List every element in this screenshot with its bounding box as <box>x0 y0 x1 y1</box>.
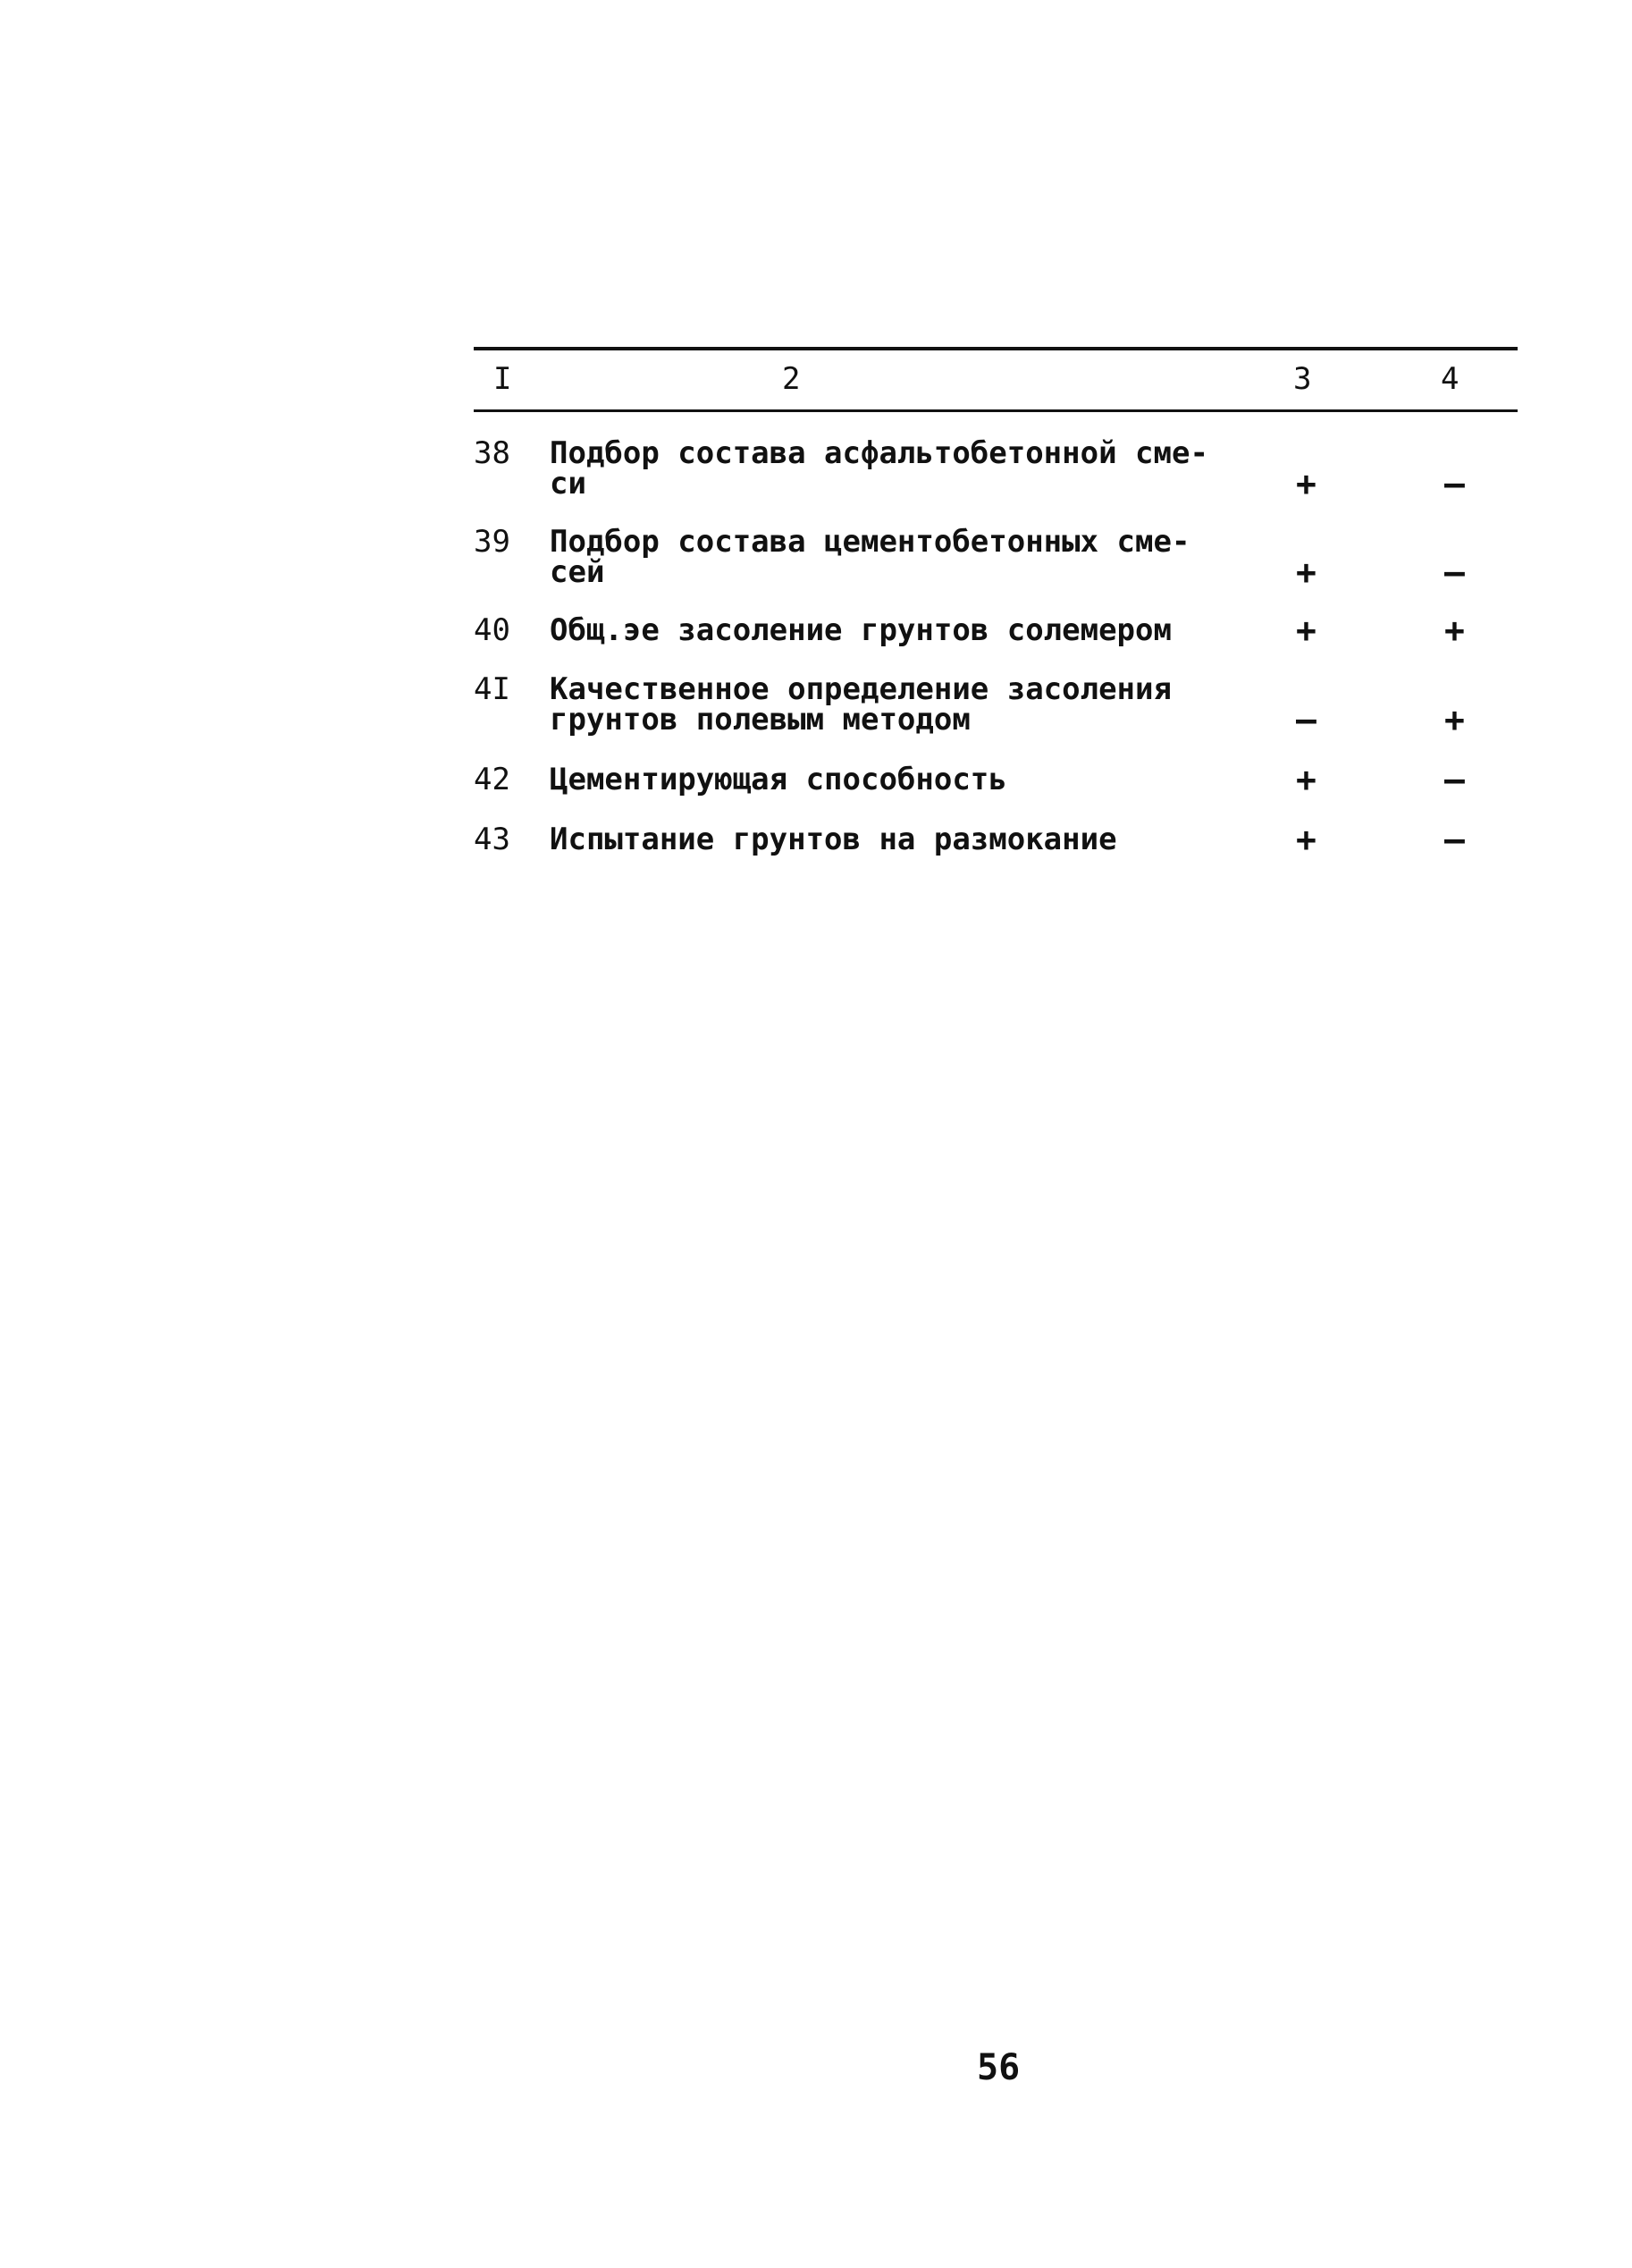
row-col4-mark: – <box>1444 552 1465 592</box>
row-number: 4I <box>474 671 510 707</box>
row-number: 43 <box>474 822 510 857</box>
row-description: Цементирующая способность <box>550 762 1007 797</box>
row-number: 42 <box>474 762 510 797</box>
row-number: 39 <box>474 524 510 560</box>
row-description: Качественное определение засоления грунтов полевым методом <box>550 671 1172 738</box>
row-col3-mark: + <box>1296 611 1317 650</box>
row-number: 38 <box>474 435 510 471</box>
row-col3-mark: + <box>1296 552 1317 592</box>
row-col4-mark: – <box>1444 820 1465 859</box>
row-col3-mark: + <box>1296 760 1317 799</box>
header-col-4: 4 <box>1441 361 1460 397</box>
row-col4-mark: + <box>1444 700 1465 739</box>
row-description: Подбор состава цементобетонных сме- сей <box>550 524 1190 590</box>
header-col-2: 2 <box>782 361 801 397</box>
header-col-1: I <box>493 361 512 397</box>
header-col-3: 3 <box>1293 361 1312 397</box>
row-col4-mark: + <box>1444 611 1465 650</box>
row-description: Общ.эе засоление грунтов солемером <box>550 612 1172 648</box>
page-number: 56 <box>977 2047 1021 2088</box>
row-col3-mark: – <box>1296 700 1317 739</box>
header-bottom-rule <box>474 409 1518 412</box>
row-col3-mark: + <box>1296 820 1317 859</box>
row-description: Подбор состава асфальтобетонной сме- си <box>550 435 1208 502</box>
table-top-rule <box>474 347 1518 350</box>
row-number: 40 <box>474 612 510 648</box>
row-col4-mark: – <box>1444 760 1465 799</box>
row-col4-mark: – <box>1444 464 1465 503</box>
row-col3-mark: + <box>1296 464 1317 503</box>
row-description: Испытание грунтов на размокание <box>550 822 1117 857</box>
